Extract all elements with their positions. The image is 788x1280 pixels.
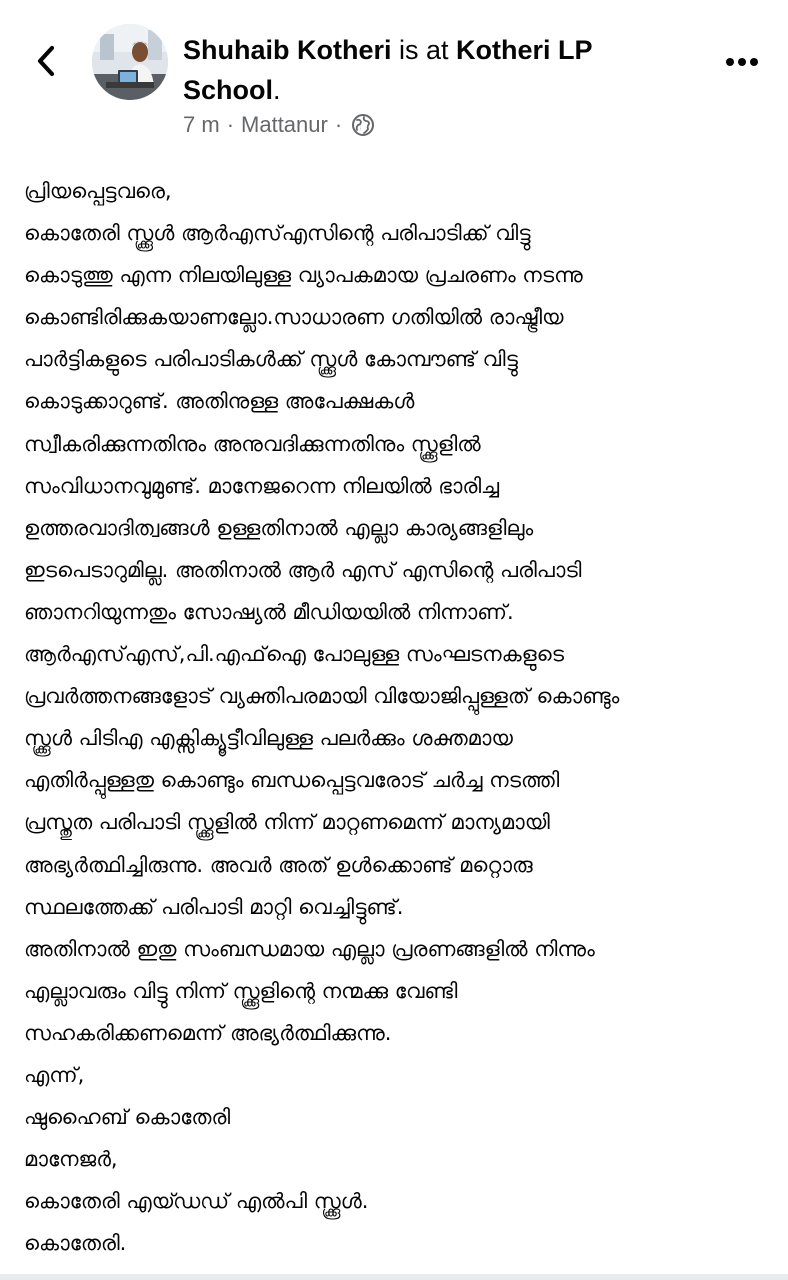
post-text-line: സ്വീകരിക്കുന്നതിനും അനുവദിക്കുന്നതിനും സ്ക്കൂളിൽ (24, 431, 481, 456)
place-name[interactable]: Kotheri LP School (183, 35, 593, 105)
post-text-line: കൊടുത്തു എന്ന നിലയിലുള്ള വ്യാപകമായ പ്രചരണം നടന്നു (24, 263, 583, 288)
post-text-line: പ്രവർത്തനങ്ങളോട് വ്യക്തിപരമായി വിയോജിപ്പുള്ളത് കൊണ്ടും (24, 684, 620, 709)
post-header (0, 0, 788, 150)
post-text-line: എല്ലാവരും വിട്ടു നിന്ന് സ്ക്കൂളിന്റെ നന്മക്കു വേണ്ടി (24, 978, 458, 1003)
separator-dot: · (334, 112, 343, 137)
author-name[interactable]: Shuhaib Kotheri (183, 35, 392, 65)
post-text-line: കൊടുക്കാറുണ്ട്. അതിനുള്ള അപേക്ഷകൾ (24, 389, 415, 414)
chevron-left-icon (34, 43, 58, 79)
post-text-line: കൊതേരി. (24, 1231, 127, 1256)
post-text-line: ഇടപെടാറുമില്ല. അതിനാൽ ആർ എസ് എസിന്റെ പരിപാടി (24, 557, 582, 582)
profile-photo (92, 24, 168, 100)
post-text-line: പാർട്ടികളുടെ പരിപാടികൾക്ക് സ്ക്കൂൾ കോമ്പൗണ്ട് വിട്ടു (24, 347, 518, 372)
post-text-line: സംവിധാനവുമുണ്ട്. മാനേജറെന്ന നിലയിൽ ഭാരിച്ച (24, 473, 500, 498)
more-options-button[interactable] (716, 44, 768, 80)
post-text-line: കൊതേരി സ്ക്കൂൾ ആർഎസ്എസിന്റെ പരിപാടിക്ക് വിട്ടു (24, 221, 531, 246)
post-time[interactable]: 7 m (183, 112, 220, 137)
separator-dot: · (226, 112, 235, 137)
post-text (24, 170, 774, 1264)
post-text-line: ഉത്തരവാദിത്വങ്ങൾ ഉള്ളതിനാൽ എല്ലാ കാര്യങ്ങളിലും (24, 515, 534, 540)
post-text-line: ആർഎസ്എസ്,പി.എഫ്ഐ പോലുള്ള സംഘടനകളുടെ (24, 642, 565, 667)
post-text-line: സ്ഥലത്തേക്ക് പരിപാടി മാറ്റി വെച്ചിട്ടുണ്ട്. (24, 894, 404, 919)
back-button[interactable] (26, 38, 66, 84)
globe-icon[interactable] (351, 113, 375, 137)
post-text-line: അഭ്യർത്ഥിച്ചിരുന്നു. അവർ അത് ഉൾക്കൊണ്ട് മറ്റൊരു (24, 852, 533, 877)
post-text-line: അതിനാൽ ഇതു സംബന്ധമായ എല്ലാ പ്രരണങ്ങളിൽ നിന്നും (24, 936, 595, 961)
post-text-line: ഷുഹൈബ് കൊതേരി (24, 1105, 231, 1130)
post-text-line: കൊണ്ടിരിക്കുകയാണല്ലോ.സാധാരണ ഗതിയിൽ രാഷ്ട്രീയ (24, 305, 564, 330)
post-text-line: കൊതേരി എയ്ഡഡ് എൽപി സ്ക്കൂൾ. (24, 1189, 369, 1214)
period: . (273, 75, 281, 105)
post-text-line: മാനേജർ, (24, 1147, 118, 1172)
post-text-line: പ്രിയപ്പെട്ടവരെ, (24, 179, 172, 203)
post-text-line: എന്ന്, (24, 1062, 85, 1087)
post-author-line (183, 30, 663, 110)
post-text-line: എതിർപ്പുള്ളതു കൊണ്ടും ബന്ധപ്പെട്ടവരോട് ചർച്ച നടത്തി (24, 768, 560, 793)
post-meta (183, 108, 375, 142)
bottom-divider (0, 1274, 788, 1280)
post-location[interactable]: Mattanur (241, 112, 328, 137)
more-horizontal-icon (725, 57, 759, 67)
post-text-line: സഹകരിക്കണമെന്ന് അഭ്യർത്ഥിക്കുന്നു. (24, 1020, 392, 1045)
avatar[interactable] (92, 24, 168, 100)
post-text-line: ഞാനറിയുന്നതും സോഷ്യൽ മീഡിയയിൽ നിന്നാണ്. (24, 599, 514, 624)
checkin-connector: is at (391, 35, 457, 65)
post-text-line: സ്ക്കൂൾ പിടിഎ എക്സിക്യൂട്ടീവിലുള്ള പലർക്കും ശക്തമായ (24, 726, 513, 751)
post-text-line: പ്രസ്തുത പരിപാടി സ്ക്കൂളിൽ നിന്ന് മാറ്റണമെന്ന് മാന്യമായി (24, 810, 550, 835)
